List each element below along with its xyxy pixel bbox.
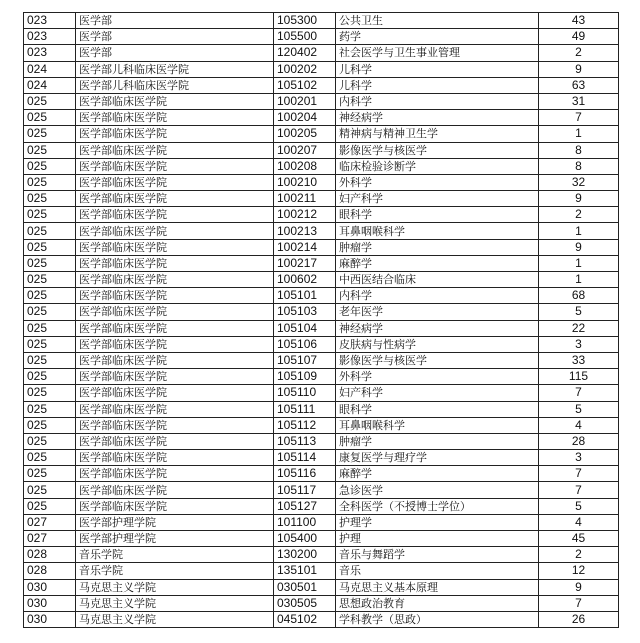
department-name-cell: 医学部临床医学院	[76, 207, 274, 223]
department-code-cell: 025	[24, 272, 76, 288]
major-code-cell: 100602	[274, 272, 336, 288]
department-name-cell: 医学部临床医学院	[76, 158, 274, 174]
major-code-cell: 105106	[274, 336, 336, 352]
department-name-cell: 医学部临床医学院	[76, 433, 274, 449]
major-code-cell: 105103	[274, 304, 336, 320]
department-name-cell: 医学部护理学院	[76, 531, 274, 547]
table-row	[24, 110, 619, 126]
table-row	[24, 547, 619, 563]
department-name-cell: 医学部临床医学院	[76, 255, 274, 271]
department-name-cell: 医学部临床医学院	[76, 126, 274, 142]
department-code-cell: 025	[24, 498, 76, 514]
enrollment-count-cell: 5	[539, 304, 619, 320]
enrollment-count-cell: 2	[539, 207, 619, 223]
enrollment-count-cell: 7	[539, 482, 619, 498]
major-code-cell: 100212	[274, 207, 336, 223]
major-code-cell: 100213	[274, 223, 336, 239]
major-name-cell: 内科学	[336, 288, 539, 304]
major-code-cell: 105101	[274, 288, 336, 304]
major-code-cell: 105500	[274, 29, 336, 45]
enrollment-count-cell: 3	[539, 336, 619, 352]
major-code-cell: 100214	[274, 239, 336, 255]
major-name-cell: 思想政治教育	[336, 595, 539, 611]
major-name-cell: 皮肤病与性病学	[336, 336, 539, 352]
table-row	[24, 514, 619, 530]
department-code-cell: 025	[24, 401, 76, 417]
table-row	[24, 320, 619, 336]
department-name-cell: 医学部儿科临床医学院	[76, 77, 274, 93]
table-row	[24, 385, 619, 401]
table-row	[24, 142, 619, 158]
enrollment-count-cell: 2	[539, 45, 619, 61]
major-name-cell: 音乐	[336, 563, 539, 579]
major-code-cell: 105127	[274, 498, 336, 514]
department-code-cell: 025	[24, 336, 76, 352]
major-name-cell: 妇产科学	[336, 385, 539, 401]
table-row	[24, 255, 619, 271]
table-row	[24, 433, 619, 449]
table-row	[24, 336, 619, 352]
major-name-cell: 药学	[336, 29, 539, 45]
department-name-cell: 医学部临床医学院	[76, 304, 274, 320]
department-code-cell: 025	[24, 191, 76, 207]
major-name-cell: 神经病学	[336, 320, 539, 336]
department-name-cell: 医学部临床医学院	[76, 272, 274, 288]
table-row	[24, 239, 619, 255]
table-row	[24, 563, 619, 579]
department-name-cell: 医学部临床医学院	[76, 288, 274, 304]
enrollment-count-cell: 26	[539, 611, 619, 627]
enrollment-count-cell: 9	[539, 579, 619, 595]
enrollment-count-cell: 43	[539, 13, 619, 29]
department-code-cell: 030	[24, 611, 76, 627]
department-name-cell: 医学部临床医学院	[76, 385, 274, 401]
table-row	[24, 288, 619, 304]
major-code-cell: 100210	[274, 174, 336, 190]
major-name-cell: 眼科学	[336, 401, 539, 417]
enrollment-count-cell: 7	[539, 595, 619, 611]
enrollment-count-cell: 1	[539, 126, 619, 142]
department-name-cell: 医学部临床医学院	[76, 191, 274, 207]
major-name-cell: 儿科学	[336, 77, 539, 93]
department-code-cell: 025	[24, 369, 76, 385]
table-row	[24, 466, 619, 482]
major-code-cell: 135101	[274, 563, 336, 579]
major-code-cell: 130200	[274, 547, 336, 563]
major-name-cell: 肿瘤学	[336, 433, 539, 449]
major-code-cell: 100202	[274, 61, 336, 77]
table-row	[24, 61, 619, 77]
major-name-cell: 护理	[336, 531, 539, 547]
major-name-cell: 外科学	[336, 369, 539, 385]
enrollment-count-cell: 49	[539, 29, 619, 45]
major-code-cell: 105111	[274, 401, 336, 417]
department-name-cell: 马克思主义学院	[76, 579, 274, 595]
enrollment-count-cell: 5	[539, 401, 619, 417]
enrollment-count-cell: 22	[539, 320, 619, 336]
enrollment-count-cell: 4	[539, 514, 619, 530]
table-row	[24, 369, 619, 385]
table-row	[24, 29, 619, 45]
enrollment-count-cell: 4	[539, 417, 619, 433]
department-code-cell: 025	[24, 450, 76, 466]
department-code-cell: 025	[24, 142, 76, 158]
major-code-cell: 105117	[274, 482, 336, 498]
department-name-cell: 医学部临床医学院	[76, 320, 274, 336]
department-name-cell: 医学部护理学院	[76, 514, 274, 530]
department-name-cell: 医学部临床医学院	[76, 482, 274, 498]
major-code-cell: 105109	[274, 369, 336, 385]
table-row	[24, 579, 619, 595]
department-name-cell: 医学部临床医学院	[76, 142, 274, 158]
major-name-cell: 眼科学	[336, 207, 539, 223]
department-name-cell: 医学部临床医学院	[76, 239, 274, 255]
table-row	[24, 352, 619, 368]
major-code-cell: 100207	[274, 142, 336, 158]
major-name-cell: 外科学	[336, 174, 539, 190]
major-code-cell: 100208	[274, 158, 336, 174]
table-row	[24, 45, 619, 61]
department-name-cell: 音乐学院	[76, 563, 274, 579]
department-code-cell: 025	[24, 126, 76, 142]
major-name-cell: 学科教学（思政）	[336, 611, 539, 627]
department-code-cell: 025	[24, 158, 76, 174]
department-code-cell: 030	[24, 579, 76, 595]
department-code-cell: 023	[24, 29, 76, 45]
table-row	[24, 595, 619, 611]
major-name-cell: 全科医学（不授博士学位）	[336, 498, 539, 514]
department-name-cell: 医学部	[76, 13, 274, 29]
enrollment-count-cell: 1	[539, 272, 619, 288]
department-code-cell: 025	[24, 174, 76, 190]
department-code-cell: 025	[24, 255, 76, 271]
department-code-cell: 023	[24, 45, 76, 61]
table-body	[24, 13, 619, 628]
department-name-cell: 马克思主义学院	[76, 595, 274, 611]
major-name-cell: 耳鼻咽喉科学	[336, 223, 539, 239]
department-name-cell: 医学部临床医学院	[76, 450, 274, 466]
table-row	[24, 191, 619, 207]
department-code-cell: 027	[24, 514, 76, 530]
major-name-cell: 护理学	[336, 514, 539, 530]
major-code-cell: 105114	[274, 450, 336, 466]
major-code-cell: 105300	[274, 13, 336, 29]
major-name-cell: 急诊医学	[336, 482, 539, 498]
major-code-cell: 101100	[274, 514, 336, 530]
department-name-cell: 马克思主义学院	[76, 611, 274, 627]
table-row	[24, 126, 619, 142]
department-code-cell: 025	[24, 352, 76, 368]
department-code-cell: 025	[24, 207, 76, 223]
major-name-cell: 中西医结合临床	[336, 272, 539, 288]
major-code-cell: 105102	[274, 77, 336, 93]
department-name-cell: 音乐学院	[76, 547, 274, 563]
major-code-cell: 105104	[274, 320, 336, 336]
department-code-cell: 025	[24, 288, 76, 304]
table-row	[24, 13, 619, 29]
table-row	[24, 304, 619, 320]
major-name-cell: 公共卫生	[336, 13, 539, 29]
department-code-cell: 024	[24, 77, 76, 93]
table-row	[24, 93, 619, 109]
enrollment-count-cell: 115	[539, 369, 619, 385]
table-row	[24, 611, 619, 627]
enrollment-count-cell: 32	[539, 174, 619, 190]
major-code-cell: 105400	[274, 531, 336, 547]
department-name-cell: 医学部临床医学院	[76, 369, 274, 385]
major-code-cell: 105112	[274, 417, 336, 433]
enrollment-count-cell: 3	[539, 450, 619, 466]
table-row	[24, 417, 619, 433]
enrollment-count-cell: 5	[539, 498, 619, 514]
enrollment-count-cell: 9	[539, 61, 619, 77]
enrollment-count-cell: 7	[539, 110, 619, 126]
table-row	[24, 223, 619, 239]
major-code-cell: 100201	[274, 93, 336, 109]
major-name-cell: 影像医学与核医学	[336, 142, 539, 158]
admissions-table-sheet	[23, 12, 618, 628]
department-name-cell: 医学部	[76, 45, 274, 61]
department-code-cell: 025	[24, 433, 76, 449]
table-row	[24, 401, 619, 417]
major-code-cell: 105110	[274, 385, 336, 401]
major-name-cell: 影像医学与核医学	[336, 352, 539, 368]
department-code-cell: 028	[24, 547, 76, 563]
major-name-cell: 社会医学与卫生事业管理	[336, 45, 539, 61]
department-name-cell: 医学部临床医学院	[76, 417, 274, 433]
department-code-cell: 025	[24, 482, 76, 498]
enrollment-count-cell: 1	[539, 223, 619, 239]
major-name-cell: 老年医学	[336, 304, 539, 320]
major-name-cell: 内科学	[336, 93, 539, 109]
major-name-cell: 音乐与舞蹈学	[336, 547, 539, 563]
department-code-cell: 025	[24, 239, 76, 255]
table-row	[24, 272, 619, 288]
department-code-cell: 025	[24, 93, 76, 109]
enrollment-count-cell: 8	[539, 142, 619, 158]
table-row	[24, 450, 619, 466]
department-code-cell: 025	[24, 320, 76, 336]
table-row	[24, 531, 619, 547]
enrollment-count-cell: 2	[539, 547, 619, 563]
department-name-cell: 医学部儿科临床医学院	[76, 61, 274, 77]
major-name-cell: 儿科学	[336, 61, 539, 77]
table-row	[24, 482, 619, 498]
department-code-cell: 027	[24, 531, 76, 547]
major-name-cell: 马克思主义基本原理	[336, 579, 539, 595]
table-row	[24, 174, 619, 190]
department-name-cell: 医学部临床医学院	[76, 466, 274, 482]
major-name-cell: 肿瘤学	[336, 239, 539, 255]
department-code-cell: 030	[24, 595, 76, 611]
department-name-cell: 医学部	[76, 29, 274, 45]
major-code-cell: 100205	[274, 126, 336, 142]
department-code-cell: 024	[24, 61, 76, 77]
enrollment-count-cell: 1	[539, 255, 619, 271]
table-row	[24, 158, 619, 174]
enrollment-count-cell: 7	[539, 466, 619, 482]
enrollment-count-cell: 68	[539, 288, 619, 304]
table-row	[24, 498, 619, 514]
major-code-cell: 105116	[274, 466, 336, 482]
major-name-cell: 康复医学与理疗学	[336, 450, 539, 466]
department-code-cell: 025	[24, 223, 76, 239]
major-name-cell: 妇产科学	[336, 191, 539, 207]
table-row	[24, 77, 619, 93]
department-code-cell: 023	[24, 13, 76, 29]
major-code-cell: 100204	[274, 110, 336, 126]
department-code-cell: 025	[24, 110, 76, 126]
department-name-cell: 医学部临床医学院	[76, 498, 274, 514]
major-name-cell: 神经病学	[336, 110, 539, 126]
enrollment-count-cell: 8	[539, 158, 619, 174]
major-code-cell: 030501	[274, 579, 336, 595]
department-code-cell: 025	[24, 385, 76, 401]
table-row	[24, 207, 619, 223]
enrollment-count-cell: 7	[539, 385, 619, 401]
enrollment-count-cell: 9	[539, 191, 619, 207]
major-code-cell: 045102	[274, 611, 336, 627]
department-name-cell: 医学部临床医学院	[76, 93, 274, 109]
enrollment-count-cell: 28	[539, 433, 619, 449]
department-code-cell: 025	[24, 466, 76, 482]
major-code-cell: 105113	[274, 433, 336, 449]
major-name-cell: 精神病与精神卫生学	[336, 126, 539, 142]
enrollment-count-cell: 12	[539, 563, 619, 579]
admissions-table	[23, 12, 619, 628]
department-name-cell: 医学部临床医学院	[76, 110, 274, 126]
major-code-cell: 100211	[274, 191, 336, 207]
department-name-cell: 医学部临床医学院	[76, 352, 274, 368]
enrollment-count-cell: 45	[539, 531, 619, 547]
department-code-cell: 025	[24, 304, 76, 320]
department-name-cell: 医学部临床医学院	[76, 223, 274, 239]
enrollment-count-cell: 63	[539, 77, 619, 93]
department-code-cell: 028	[24, 563, 76, 579]
department-name-cell: 医学部临床医学院	[76, 174, 274, 190]
major-name-cell: 麻醉学	[336, 466, 539, 482]
major-code-cell: 105107	[274, 352, 336, 368]
major-name-cell: 临床检验诊断学	[336, 158, 539, 174]
department-code-cell: 025	[24, 417, 76, 433]
enrollment-count-cell: 31	[539, 93, 619, 109]
major-code-cell: 030505	[274, 595, 336, 611]
department-name-cell: 医学部临床医学院	[76, 336, 274, 352]
major-code-cell: 120402	[274, 45, 336, 61]
major-name-cell: 耳鼻咽喉科学	[336, 417, 539, 433]
major-name-cell: 麻醉学	[336, 255, 539, 271]
enrollment-count-cell: 33	[539, 352, 619, 368]
department-name-cell: 医学部临床医学院	[76, 401, 274, 417]
major-code-cell: 100217	[274, 255, 336, 271]
enrollment-count-cell: 9	[539, 239, 619, 255]
